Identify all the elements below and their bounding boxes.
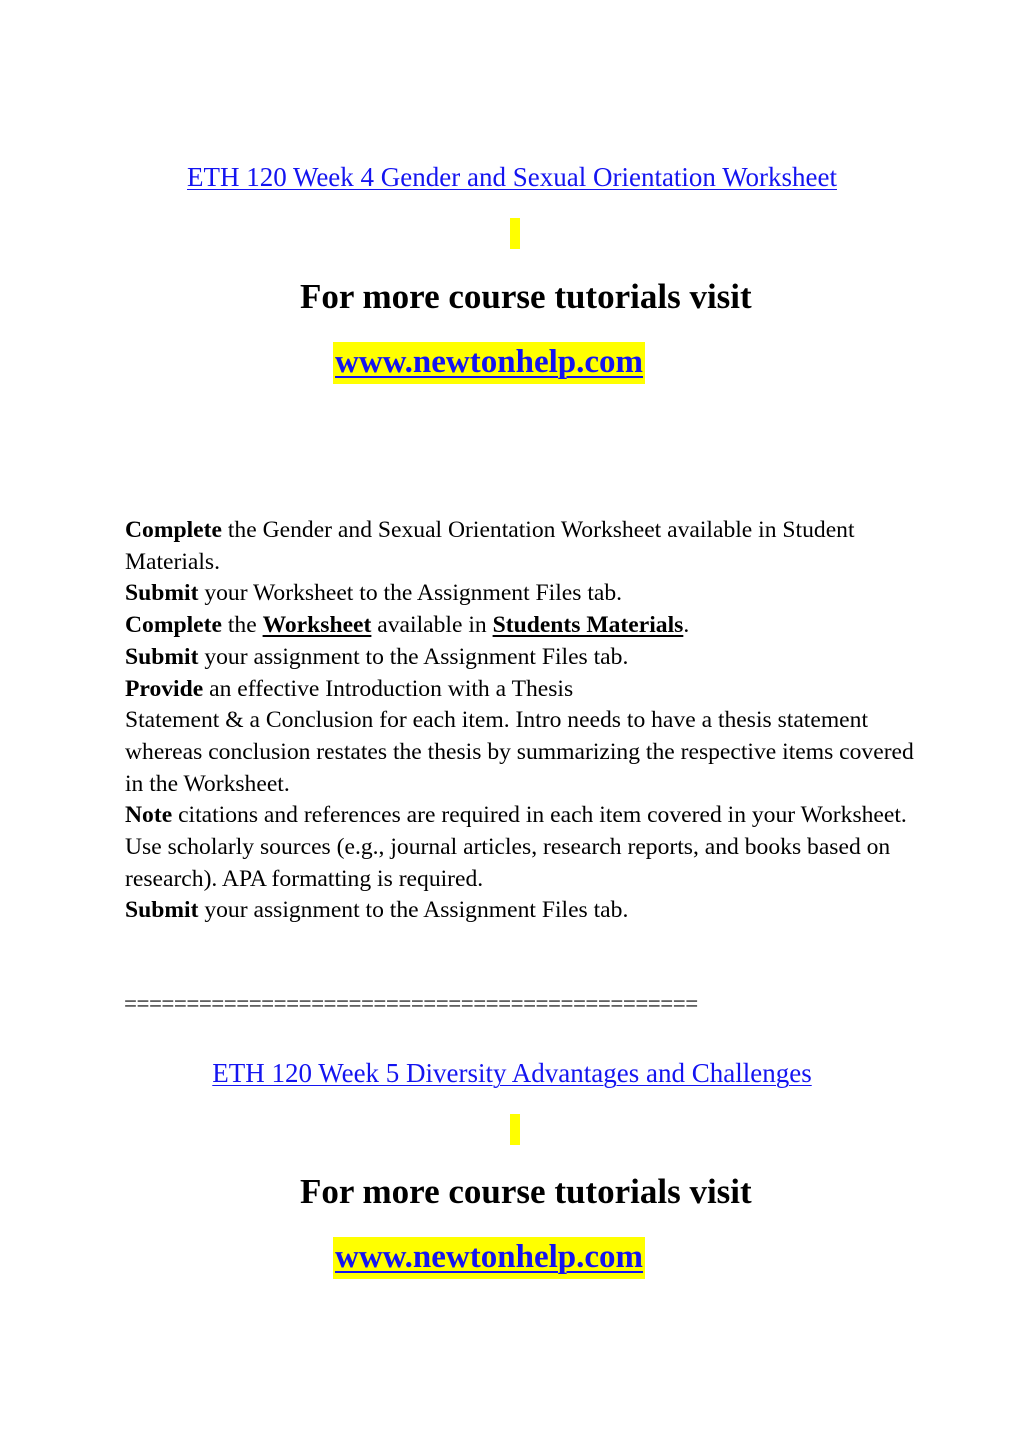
instruction-keyword: Submit	[125, 897, 199, 924]
instruction-keyword: Note	[125, 802, 173, 829]
instruction-text: available in	[371, 612, 493, 639]
instruction-text: .	[683, 612, 690, 639]
course-title-link-week4[interactable]: ETH 120 Week 4 Gender and Sexual Orientation Worksheet	[187, 162, 837, 192]
promo-heading: For more course tutorials visit	[300, 277, 752, 316]
section-divider: ==============================================	[124, 991, 698, 1016]
assignment-instructions	[125, 515, 915, 927]
students-materials-link[interactable]: Students Materials	[492, 612, 684, 639]
worksheet-link[interactable]: Worksheet	[262, 612, 372, 639]
instruction-text: your assignment to the Assignment Files tab.	[198, 897, 629, 924]
instruction-text: Statement & a Conclusion for each item. Intro needs to have a thesis statement whereas conclusion restates the thesis by summarizing the respective items covered in the Worksheet.	[125, 707, 914, 797]
instruction-paragraph	[125, 674, 915, 801]
instruction-keyword: Submit	[125, 643, 199, 670]
highlight-marker	[510, 218, 520, 249]
instruction-paragraph	[125, 610, 915, 642]
instruction-keyword: Complete	[125, 612, 222, 639]
site-link-container	[333, 1238, 645, 1276]
instruction-paragraph	[125, 642, 915, 674]
instruction-text: the Gender and Sexual Orientation Worksheet available in Student Materials.	[125, 517, 855, 575]
instruction-paragraph	[125, 800, 915, 895]
instruction-text: your Worksheet to the Assignment Files tab.	[198, 580, 623, 607]
instruction-paragraph	[125, 895, 915, 927]
instruction-keyword: Complete	[125, 517, 222, 543]
site-link[interactable]: www.newtonhelp.com	[333, 342, 645, 384]
instruction-text: the	[221, 612, 263, 639]
instruction-keyword: Provide	[125, 675, 204, 702]
site-link-container	[333, 343, 645, 381]
instruction-paragraph	[125, 515, 915, 578]
instruction-keyword: Submit	[125, 580, 199, 607]
instruction-text: citations and references are required in each item covered in your Worksheet. Use scholarly sources (e.g., journal articles, research reports, and books based on research). APA formatting is required.	[125, 802, 907, 892]
promo-heading: For more course tutorials visit	[300, 1172, 752, 1211]
instruction-paragraph	[125, 578, 915, 610]
course-title-link-week5[interactable]: ETH 120 Week 5 Diversity Advantages and Challenges	[212, 1058, 812, 1088]
instruction-text: an effective Introduction with a Thesis	[203, 675, 574, 702]
highlight-marker	[510, 1114, 520, 1145]
site-link[interactable]: www.newtonhelp.com	[333, 1237, 645, 1279]
instruction-text: your assignment to the Assignment Files tab.	[198, 643, 629, 670]
